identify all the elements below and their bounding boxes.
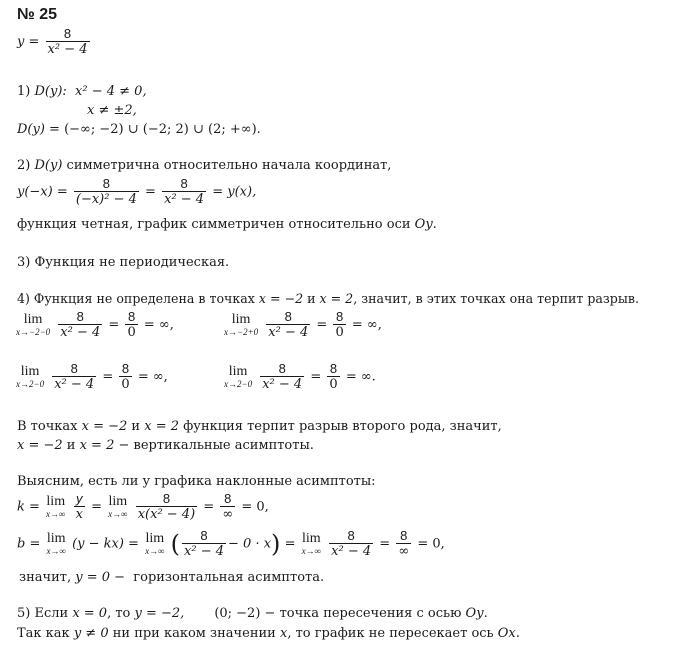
fraction-denominator: x² − 4 (268, 325, 309, 340)
fraction-denominator: x² − 4 (184, 544, 225, 559)
math-expr: − 0 · x (228, 536, 272, 552)
intro-text: , значит, в этих точках она терпит разрыв. (353, 291, 639, 306)
lim-word: lim (231, 312, 251, 327)
text: 5) Если (17, 606, 73, 621)
equals-sign: = (108, 317, 120, 333)
fraction-numerator: 8 (200, 528, 208, 543)
axis-label: Ox (497, 626, 516, 641)
fraction (74, 177, 139, 207)
fraction-denominator: x² − 4 (60, 325, 101, 340)
intro-text: 4) Функция не определена в точках (17, 291, 259, 306)
limit-operator (224, 313, 258, 337)
punctuation: . (515, 626, 520, 641)
limit-result: = ∞. (345, 369, 376, 385)
equals-sign: = (284, 536, 296, 552)
symmetry-text: симметрична относительно начала координат, (62, 158, 392, 173)
fraction-denominator: x² − 4 (47, 42, 88, 57)
fraction-numerator: 8 (162, 491, 171, 506)
fraction-numerator: 8 (102, 176, 111, 191)
conjunction: и (303, 291, 320, 306)
fraction-numerator: 8 (335, 309, 344, 324)
lim-word: lim (108, 494, 128, 509)
fraction (182, 529, 226, 559)
fraction-numerator: 8 (70, 361, 78, 376)
equation-result: = 0, (241, 499, 269, 515)
fraction-numerator: y (76, 491, 83, 506)
math-expr: x = 2 (79, 438, 115, 453)
fraction (74, 492, 85, 522)
function-fraction (46, 27, 90, 57)
limit-operator (16, 365, 44, 389)
intersection-line-1 (17, 605, 488, 622)
lim-subscript: x→∞ (301, 546, 322, 556)
lim-word: lim (20, 364, 40, 379)
function-lhs: y = (17, 34, 40, 50)
lim-word: lim (301, 531, 321, 546)
math-expr: x = −2 (258, 291, 304, 306)
limit-operator (47, 532, 66, 556)
oblique-intro: Выясним, есть ли у графика наклонные асимптоты: (17, 474, 376, 489)
fraction (136, 492, 197, 522)
periodicity-line: 3) Функция не периодическая. (17, 255, 230, 270)
lim-subscript: x→2−0 (16, 379, 45, 389)
step-number: 1) (17, 84, 35, 99)
limit-expression (14, 362, 168, 392)
text: , то (107, 606, 135, 621)
axis-label: Oy (465, 606, 484, 621)
math-expr: y ≠ 0 (73, 626, 109, 641)
equation-lhs: y(−x) = (17, 184, 68, 200)
text: функция терпит разрыв второго рода, значит, (179, 419, 502, 434)
fraction (396, 529, 411, 559)
discontinuity-intro (17, 290, 639, 307)
math-expr: x = 0 (72, 606, 108, 621)
limit-operator (16, 313, 50, 337)
equals-sign: = (379, 536, 391, 552)
fraction-denominator: ∞ (398, 544, 410, 559)
limit-result: = ∞, (351, 317, 382, 333)
fraction-denominator: ∞ (222, 507, 234, 522)
limit-operator (108, 495, 127, 519)
fraction-numerator: 8 (121, 361, 130, 376)
symmetry-line-1 (17, 157, 391, 174)
fraction (327, 362, 339, 392)
function-definition (17, 27, 92, 57)
text: − вертикальные асимптоты. (114, 438, 314, 453)
equals-sign: = (310, 369, 322, 385)
lim-word: lim (46, 494, 66, 509)
point: (0; −2) − (214, 606, 276, 621)
domain-label: D(y): (34, 84, 67, 99)
math-expr: x = 2 (319, 291, 354, 306)
equals-sign: = (316, 317, 328, 333)
fraction-numerator: 8 (180, 176, 188, 191)
open-paren: ( (170, 530, 181, 558)
equals-sign: = (145, 184, 156, 200)
equation-lhs: b = (17, 536, 41, 552)
limit-operator (224, 365, 252, 389)
horizontal-asymptote-line (19, 569, 324, 586)
fraction-numerator: 8 (347, 528, 355, 543)
fraction-denominator: 0 (335, 325, 344, 340)
fraction-denominator: x² − 4 (331, 544, 372, 559)
fraction (52, 362, 96, 392)
math-expr: y = 0 − (75, 570, 126, 585)
lim-subscript: x→−2−0 (16, 327, 51, 337)
fraction-numerator: 8 (63, 26, 72, 41)
domain-label: D(y) (17, 122, 45, 137)
fraction-denominator: x(x² − 4) (137, 507, 196, 522)
text: точка пересечения с осью (275, 606, 466, 621)
lim-subscript: x→−2+0 (224, 327, 259, 337)
text: , то график не пересекает ось (287, 626, 498, 641)
vertical-asymptote-line-1 (17, 418, 502, 435)
text: ни при каком значении (108, 626, 280, 641)
punctuation: . (432, 217, 437, 232)
limit-expression (222, 362, 376, 392)
fraction-numerator: 8 (400, 528, 408, 543)
step-number: 2) (17, 158, 35, 173)
text: значит, (19, 570, 76, 585)
domain-condition: x² − 4 ≠ 0, (75, 84, 147, 99)
equals-sign: = (203, 499, 215, 515)
limit-expression (14, 310, 174, 340)
fraction-numerator: 8 (329, 361, 338, 376)
axis-label: Oy (414, 217, 433, 232)
fraction (333, 310, 345, 340)
lim-word: lim (46, 531, 66, 546)
limit-result: = ∞, (143, 317, 174, 333)
vertical-asymptote-line-2 (17, 437, 314, 454)
math-expr: x = −2 (17, 438, 63, 453)
symmetry-equation (17, 177, 256, 207)
lim-word: lim (228, 364, 248, 379)
fraction (58, 310, 102, 340)
fraction (260, 362, 304, 392)
fraction (329, 529, 373, 559)
math-expr: (y − kx) = (72, 536, 139, 552)
problem-number: № 25 (17, 6, 58, 23)
math-expr: y = −2, (134, 606, 185, 621)
fraction-numerator: 8 (76, 309, 84, 324)
domain-line-3 (17, 121, 261, 138)
k-equation (17, 492, 269, 522)
conjunction: и (62, 438, 80, 453)
intersection-line-2 (17, 625, 520, 642)
fraction (125, 310, 137, 340)
math-expr: x (279, 626, 288, 641)
equals-sign: = (102, 369, 114, 385)
fraction-denominator: 0 (121, 377, 130, 392)
math-expr: x = −2 (81, 419, 128, 434)
lim-word: lim (23, 312, 43, 327)
limit-expression (222, 310, 382, 340)
domain-label: D(y) (34, 158, 63, 173)
limit-result: = ∞, (137, 369, 168, 385)
limit-operator (46, 495, 65, 519)
domain-line-2: x ≠ ±2, (87, 103, 137, 118)
fraction-numerator: 8 (284, 309, 292, 324)
fraction (220, 492, 235, 522)
lim-subscript: x→2−0 (224, 379, 253, 389)
fraction-numerator: 8 (278, 361, 286, 376)
fraction-denominator: x² − 4 (54, 377, 95, 392)
text: Так как (17, 626, 74, 641)
fraction-denominator: 0 (329, 377, 338, 392)
close-paren: ) (271, 530, 281, 558)
equation-result: = 0, (417, 536, 445, 552)
fraction-denominator: 0 (127, 325, 136, 340)
limit-operator (145, 532, 164, 556)
fraction-numerator: 8 (127, 309, 136, 324)
fraction (162, 177, 206, 207)
fraction-numerator: 8 (224, 491, 232, 506)
conjunction: и (127, 419, 145, 434)
lim-subscript: x→∞ (46, 546, 66, 556)
equation-rhs: = y(x), (212, 184, 257, 200)
limit-operator (302, 532, 321, 556)
symmetry-conclusion (17, 216, 437, 233)
text: В точках (17, 419, 82, 434)
text: горизонтальная асимптота. (125, 570, 325, 585)
fraction (266, 310, 310, 340)
fraction-denominator: x² − 4 (262, 377, 303, 392)
fraction-denominator: x (75, 507, 83, 522)
equation-lhs: k = (17, 499, 40, 515)
punctuation: . (483, 606, 488, 621)
lim-word: lim (145, 531, 165, 546)
lim-subscript: x→∞ (145, 546, 165, 556)
lim-subscript: x→∞ (46, 509, 66, 519)
fraction-denominator: (−x)² − 4 (75, 192, 137, 207)
math-expr: x = 2 (144, 419, 179, 434)
fraction-denominator: x² − 4 (164, 192, 205, 207)
b-equation (17, 529, 445, 559)
domain-line-1 (17, 83, 147, 100)
conclusion-text: функция четная, график симметричен относительно оси (17, 217, 415, 232)
lim-subscript: x→∞ (108, 509, 128, 519)
fraction (119, 362, 131, 392)
equals-sign: = (91, 499, 102, 515)
domain-set: = (−∞; −2) ∪ (−2; 2) ∪ (2; +∞). (44, 122, 261, 137)
